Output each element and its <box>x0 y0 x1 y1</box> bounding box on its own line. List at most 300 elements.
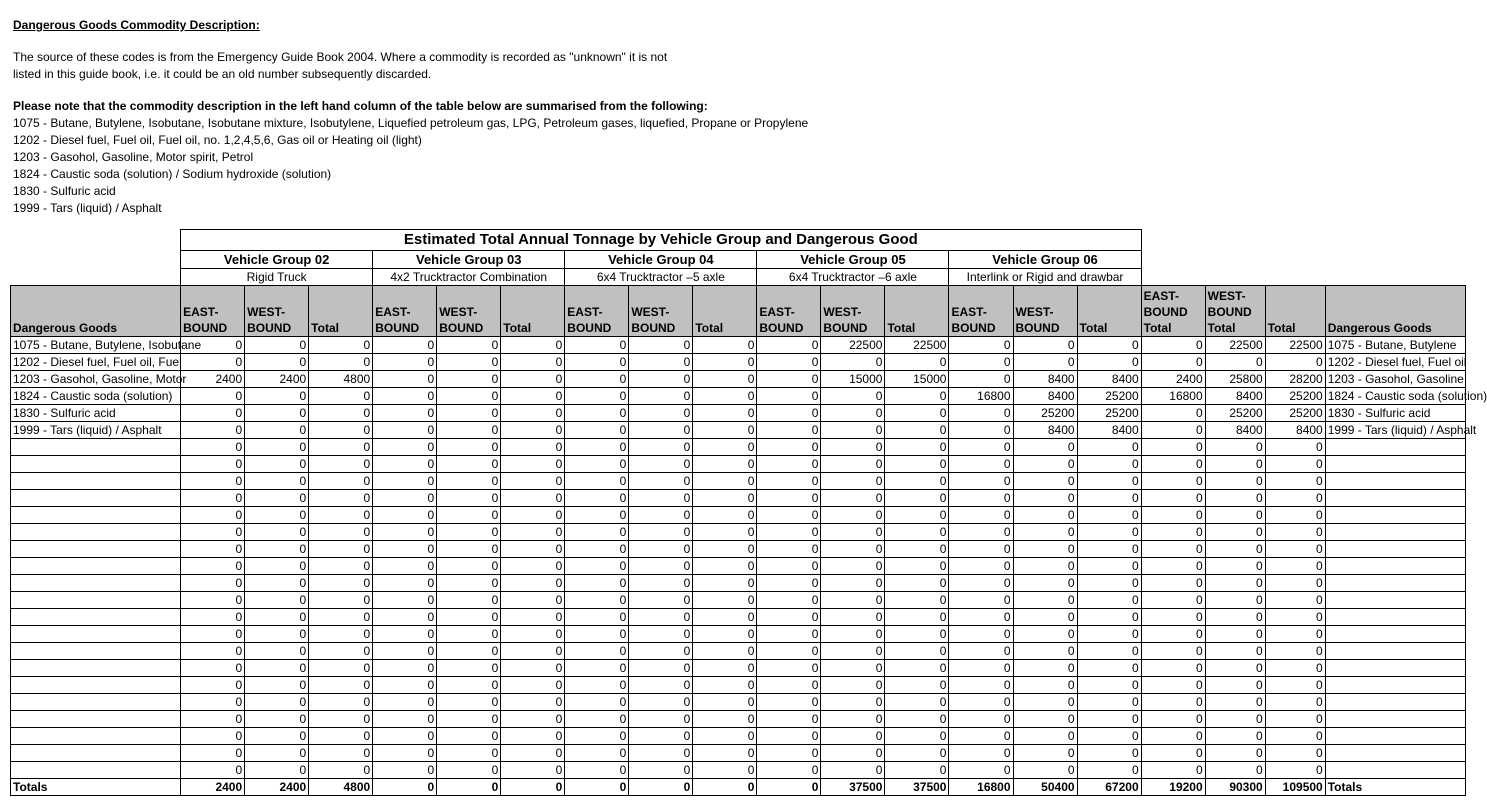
value-cell: 0 <box>501 779 565 796</box>
value-cell: 0 <box>629 422 693 439</box>
table-row <box>11 456 1466 473</box>
value-cell: 0 <box>437 490 501 507</box>
value-cell: 0 <box>949 745 1013 762</box>
value-cell: 0 <box>309 643 373 660</box>
value-cell: 0 <box>437 388 501 405</box>
value-cell: 0 <box>693 745 757 762</box>
value-cell: 0 <box>181 626 245 643</box>
value-cell: 0 <box>949 660 1013 677</box>
value-cell: 0 <box>1013 575 1077 592</box>
table-row <box>11 762 1466 779</box>
direction-total-cell: 0 <box>1205 728 1265 745</box>
direction-total-cell: 0 <box>1205 558 1265 575</box>
value-cell: 0 <box>821 456 885 473</box>
value-cell: 0 <box>245 609 309 626</box>
direction-total-cell: 0 <box>1265 711 1325 728</box>
direction-total-cell: 0 <box>1141 592 1205 609</box>
commodity-name-cell-right: 1202 - Diesel fuel, Fuel oil <box>1325 354 1465 371</box>
code-line: 1202 - Diesel fuel, Fuel oil, Fuel oil, no. 1,2,4,5,6, Gas oil or Heating oil (light) <box>13 133 422 147</box>
source-paragraph-line-1: The source of these codes is from the Emergency Guide Book 2004. Where a commodity is recorded as "unknown" it is not <box>13 50 668 64</box>
header-westbound: WEST-BOUND <box>1013 286 1077 337</box>
vehicle-group-name: Vehicle Group 05 <box>757 251 949 269</box>
commodity-name-cell: 1830 - Sulfuric acid <box>11 405 181 422</box>
value-cell: 0 <box>757 456 821 473</box>
value-cell: 0 <box>1013 626 1077 643</box>
value-cell: 0 <box>693 354 757 371</box>
header-eastbound-total: EAST-BOUND Total <box>1141 286 1205 337</box>
value-cell: 0 <box>309 558 373 575</box>
commodity-name-cell-right <box>1325 592 1465 609</box>
value-cell: 0 <box>437 609 501 626</box>
commodity-name-cell-right <box>1325 456 1465 473</box>
direction-total-cell: 28200 <box>1265 371 1325 388</box>
value-cell: 0 <box>821 660 885 677</box>
value-cell: 0 <box>1013 541 1077 558</box>
code-line: 1830 - Sulfuric acid <box>13 184 116 198</box>
value-cell: 0 <box>821 524 885 541</box>
direction-total-cell: 25200 <box>1205 405 1265 422</box>
value-cell: 0 <box>565 728 629 745</box>
value-cell: 0 <box>373 728 437 745</box>
commodity-name-cell-right <box>1325 609 1465 626</box>
value-cell: 0 <box>885 388 949 405</box>
value-cell: 0 <box>309 388 373 405</box>
value-cell: 0 <box>245 524 309 541</box>
value-cell: 0 <box>181 643 245 660</box>
value-cell: 0 <box>949 609 1013 626</box>
direction-total-cell: 0 <box>1265 354 1325 371</box>
value-cell: 0 <box>757 524 821 541</box>
value-cell: 0 <box>1013 490 1077 507</box>
value-cell: 0 <box>1077 456 1141 473</box>
commodity-name-cell <box>11 660 181 677</box>
commodity-name-cell <box>11 558 181 575</box>
value-cell: 0 <box>1013 643 1077 660</box>
value-cell: 0 <box>693 762 757 779</box>
value-cell: 0 <box>885 626 949 643</box>
commodity-name-cell-right <box>1325 541 1465 558</box>
commodity-name-cell <box>11 609 181 626</box>
value-cell: 0 <box>309 728 373 745</box>
value-cell: 0 <box>373 490 437 507</box>
value-cell: 0 <box>949 677 1013 694</box>
value-cell: 0 <box>245 541 309 558</box>
value-cell: 0 <box>309 456 373 473</box>
totals-label-cell-right: Totals <box>1325 779 1465 796</box>
value-cell: 0 <box>629 456 693 473</box>
value-cell: 0 <box>437 422 501 439</box>
value-cell: 0 <box>373 354 437 371</box>
value-cell: 0 <box>757 337 821 354</box>
value-cell: 0 <box>757 422 821 439</box>
commodity-name-cell <box>11 592 181 609</box>
value-cell: 0 <box>1077 694 1141 711</box>
value-cell: 0 <box>437 677 501 694</box>
value-cell: 0 <box>693 660 757 677</box>
value-cell: 0 <box>629 439 693 456</box>
commodity-name-cell <box>11 575 181 592</box>
commodity-name-cell-right <box>1325 575 1465 592</box>
value-cell: 8400 <box>1013 388 1077 405</box>
value-cell: 0 <box>309 524 373 541</box>
direction-total-cell: 0 <box>1205 439 1265 456</box>
value-cell: 0 <box>181 473 245 490</box>
commodity-name-cell-right <box>1325 711 1465 728</box>
header-dangerous-goods-right: Dangerous Goods <box>1325 286 1465 337</box>
value-cell: 0 <box>629 660 693 677</box>
value-cell: 0 <box>629 728 693 745</box>
direction-total-cell: 0 <box>1265 507 1325 524</box>
value-cell: 0 <box>309 711 373 728</box>
table-row <box>11 371 1466 388</box>
value-cell: 0 <box>757 677 821 694</box>
value-cell: 0 <box>821 473 885 490</box>
value-cell: 0 <box>629 575 693 592</box>
direction-total-cell: 0 <box>1205 473 1265 490</box>
value-cell: 0 <box>437 762 501 779</box>
table-body <box>11 337 1487 796</box>
direction-total-cell: 0 <box>1265 762 1325 779</box>
value-cell: 0 <box>565 439 629 456</box>
table-row <box>11 626 1466 643</box>
table-row <box>11 422 1466 439</box>
value-cell: 0 <box>1077 592 1141 609</box>
value-cell: 0 <box>885 473 949 490</box>
value-cell: 0 <box>181 592 245 609</box>
value-cell: 22500 <box>821 337 885 354</box>
value-cell: 0 <box>309 354 373 371</box>
value-cell: 0 <box>245 626 309 643</box>
direction-total-cell: 16800 <box>1141 388 1205 405</box>
value-cell: 25200 <box>1077 405 1141 422</box>
value-cell: 0 <box>693 558 757 575</box>
header-dangerous-goods: Dangerous Goods <box>11 286 181 337</box>
value-cell: 0 <box>629 558 693 575</box>
commodity-name-cell: 1075 - Butane, Butylene, Isobutane <box>11 337 181 354</box>
direction-total-cell: 0 <box>1141 507 1205 524</box>
value-cell: 0 <box>693 388 757 405</box>
table-row <box>11 609 1466 626</box>
direction-total-cell: 109500 <box>1265 779 1325 796</box>
value-cell: 0 <box>1013 592 1077 609</box>
value-cell: 0 <box>309 507 373 524</box>
value-cell: 0 <box>245 354 309 371</box>
value-cell: 0 <box>373 694 437 711</box>
value-cell: 0 <box>373 473 437 490</box>
value-cell: 0 <box>565 456 629 473</box>
tonnage-table <box>10 229 1487 796</box>
value-cell: 0 <box>309 439 373 456</box>
value-cell: 0 <box>501 592 565 609</box>
value-cell: 0 <box>565 592 629 609</box>
value-cell: 0 <box>373 558 437 575</box>
value-cell: 0 <box>1013 558 1077 575</box>
value-cell: 0 <box>821 422 885 439</box>
value-cell: 0 <box>757 575 821 592</box>
value-cell: 0 <box>693 643 757 660</box>
header-total: Total <box>1077 286 1141 337</box>
code-line: 1824 - Caustic soda (solution) / Sodium hydroxide (solution) <box>13 167 332 181</box>
value-cell: 0 <box>1077 490 1141 507</box>
value-cell: 0 <box>693 473 757 490</box>
value-cell: 0 <box>245 745 309 762</box>
value-cell: 0 <box>693 439 757 456</box>
value-cell: 0 <box>1077 711 1141 728</box>
value-cell: 0 <box>437 575 501 592</box>
value-cell: 0 <box>565 745 629 762</box>
header-westbound: WEST-BOUND <box>629 286 693 337</box>
value-cell: 0 <box>309 575 373 592</box>
value-cell: 0 <box>245 490 309 507</box>
value-cell: 0 <box>309 677 373 694</box>
value-cell: 0 <box>373 456 437 473</box>
value-cell: 25200 <box>1013 405 1077 422</box>
value-cell: 0 <box>1077 609 1141 626</box>
value-cell: 0 <box>309 405 373 422</box>
value-cell: 0 <box>629 643 693 660</box>
direction-total-cell: 19200 <box>1141 779 1205 796</box>
value-cell: 0 <box>309 337 373 354</box>
direction-total-cell: 0 <box>1141 422 1205 439</box>
value-cell: 0 <box>373 592 437 609</box>
value-cell: 0 <box>565 711 629 728</box>
value-cell: 0 <box>693 779 757 796</box>
value-cell: 0 <box>565 677 629 694</box>
value-cell: 8400 <box>1077 371 1141 388</box>
table-row <box>11 354 1466 371</box>
direction-total-cell: 0 <box>1265 609 1325 626</box>
direction-total-cell: 0 <box>1265 626 1325 643</box>
value-cell: 0 <box>565 524 629 541</box>
value-cell: 0 <box>245 405 309 422</box>
commodity-name-cell-right <box>1325 507 1465 524</box>
value-cell: 0 <box>373 609 437 626</box>
table-row <box>11 592 1466 609</box>
value-cell: 2400 <box>245 779 309 796</box>
value-cell: 0 <box>1077 626 1141 643</box>
value-cell: 0 <box>821 677 885 694</box>
value-cell: 0 <box>1013 711 1077 728</box>
value-cell: 0 <box>373 388 437 405</box>
commodity-name-cell <box>11 643 181 660</box>
direction-total-cell: 0 <box>1205 762 1265 779</box>
table-row <box>11 575 1466 592</box>
value-cell: 0 <box>565 643 629 660</box>
value-cell: 0 <box>565 507 629 524</box>
direction-total-cell: 0 <box>1265 524 1325 541</box>
value-cell: 0 <box>181 490 245 507</box>
direction-total-cell: 0 <box>1205 592 1265 609</box>
commodity-name-cell <box>11 524 181 541</box>
value-cell: 0 <box>693 422 757 439</box>
value-cell: 0 <box>821 762 885 779</box>
value-cell: 0 <box>693 592 757 609</box>
section-title: Dangerous Goods Commodity Description: <box>13 18 260 32</box>
value-cell: 0 <box>565 354 629 371</box>
value-cell: 0 <box>757 779 821 796</box>
value-cell: 0 <box>181 762 245 779</box>
value-cell: 0 <box>885 592 949 609</box>
direction-total-cell: 0 <box>1205 575 1265 592</box>
value-cell: 0 <box>245 575 309 592</box>
direction-total-cell: 0 <box>1205 643 1265 660</box>
value-cell: 0 <box>565 337 629 354</box>
value-cell: 0 <box>757 439 821 456</box>
direction-total-cell: 90300 <box>1205 779 1265 796</box>
value-cell: 0 <box>629 762 693 779</box>
value-cell: 0 <box>181 405 245 422</box>
value-cell: 0 <box>181 677 245 694</box>
value-cell: 0 <box>565 660 629 677</box>
value-cell: 0 <box>757 643 821 660</box>
direction-total-cell: 2400 <box>1141 371 1205 388</box>
value-cell: 0 <box>181 609 245 626</box>
value-cell: 0 <box>821 609 885 626</box>
value-cell: 0 <box>437 643 501 660</box>
value-cell: 0 <box>245 643 309 660</box>
direction-total-cell: 0 <box>1265 592 1325 609</box>
value-cell: 0 <box>501 609 565 626</box>
table-row <box>11 337 1466 354</box>
table-row <box>11 507 1466 524</box>
value-cell: 0 <box>309 762 373 779</box>
value-cell: 0 <box>501 405 565 422</box>
value-cell: 0 <box>1077 660 1141 677</box>
value-cell: 0 <box>437 337 501 354</box>
commodity-name-cell-right <box>1325 473 1465 490</box>
value-cell: 0 <box>181 728 245 745</box>
value-cell: 0 <box>1013 609 1077 626</box>
value-cell: 0 <box>629 745 693 762</box>
value-cell: 0 <box>693 626 757 643</box>
value-cell: 0 <box>1013 728 1077 745</box>
value-cell: 0 <box>373 677 437 694</box>
vehicle-group-name: Vehicle Group 06 <box>949 251 1141 269</box>
commodity-name-cell-right: 1203 - Gasohol, Gasoline <box>1325 371 1465 388</box>
direction-total-cell: 0 <box>1141 745 1205 762</box>
value-cell: 8400 <box>1013 422 1077 439</box>
summary-note: Please note that the commodity description in the left hand column of the table below are summarised from the following: <box>13 99 708 113</box>
value-cell: 0 <box>757 507 821 524</box>
header-eastbound: EAST-BOUND <box>949 286 1013 337</box>
source-paragraph-line-2: listed in this guide book, i.e. it could be an old number subsequently discarded. <box>13 67 432 81</box>
value-cell: 0 <box>757 592 821 609</box>
commodity-name-cell: 1202 - Diesel fuel, Fuel oil, Fuel <box>11 354 181 371</box>
value-cell: 0 <box>629 541 693 558</box>
value-cell: 0 <box>373 711 437 728</box>
direction-total-cell: 0 <box>1141 541 1205 558</box>
direction-total-cell: 0 <box>1265 456 1325 473</box>
table-row <box>11 388 1466 405</box>
value-cell: 0 <box>437 779 501 796</box>
value-cell: 0 <box>693 609 757 626</box>
value-cell: 0 <box>245 507 309 524</box>
value-cell: 0 <box>1077 745 1141 762</box>
value-cell: 0 <box>629 524 693 541</box>
value-cell: 0 <box>565 490 629 507</box>
header-eastbound: EAST-BOUND <box>565 286 629 337</box>
value-cell: 0 <box>437 371 501 388</box>
value-cell: 0 <box>373 626 437 643</box>
direction-total-cell: 0 <box>1141 337 1205 354</box>
table-row <box>11 439 1466 456</box>
value-cell: 0 <box>629 405 693 422</box>
table-caption: Estimated Total Annual Tonnage by Vehicle Group and Dangerous Good <box>181 230 1142 251</box>
value-cell: 0 <box>565 473 629 490</box>
value-cell: 0 <box>1077 677 1141 694</box>
value-cell: 8400 <box>1077 422 1141 439</box>
value-cell: 0 <box>373 745 437 762</box>
commodity-name-cell <box>11 626 181 643</box>
value-cell: 0 <box>181 439 245 456</box>
value-cell: 0 <box>629 490 693 507</box>
value-cell: 0 <box>757 762 821 779</box>
value-cell: 0 <box>693 524 757 541</box>
value-cell: 8400 <box>1013 371 1077 388</box>
commodity-name-cell <box>11 507 181 524</box>
value-cell: 0 <box>885 745 949 762</box>
value-cell: 0 <box>949 354 1013 371</box>
direction-total-cell: 0 <box>1141 711 1205 728</box>
commodity-name-cell-right <box>1325 677 1465 694</box>
value-cell: 0 <box>181 422 245 439</box>
direction-total-cell: 0 <box>1205 524 1265 541</box>
value-cell: 0 <box>629 677 693 694</box>
direction-total-cell: 0 <box>1205 354 1265 371</box>
direction-total-cell: 0 <box>1205 694 1265 711</box>
direction-total-cell: 0 <box>1265 677 1325 694</box>
header-westbound-total: WEST-BOUND Total <box>1205 286 1265 337</box>
value-cell: 0 <box>757 558 821 575</box>
value-cell: 0 <box>1013 354 1077 371</box>
value-cell: 0 <box>1077 354 1141 371</box>
value-cell: 0 <box>373 660 437 677</box>
value-cell: 0 <box>1077 575 1141 592</box>
value-cell: 0 <box>373 524 437 541</box>
value-cell: 0 <box>565 558 629 575</box>
value-cell: 0 <box>629 694 693 711</box>
value-cell: 0 <box>501 575 565 592</box>
value-cell: 0 <box>373 541 437 558</box>
direction-total-cell: 0 <box>1265 473 1325 490</box>
value-cell: 0 <box>245 422 309 439</box>
commodity-name-cell <box>11 473 181 490</box>
value-cell: 0 <box>245 694 309 711</box>
value-cell: 0 <box>437 524 501 541</box>
value-cell: 0 <box>181 745 245 762</box>
direction-total-cell: 0 <box>1141 439 1205 456</box>
direction-total-cell: 0 <box>1265 660 1325 677</box>
value-cell: 0 <box>501 745 565 762</box>
table-row <box>11 524 1466 541</box>
value-cell: 0 <box>949 558 1013 575</box>
header-westbound: WEST-BOUND <box>821 286 885 337</box>
header-total: Total <box>885 286 949 337</box>
direction-total-cell: 0 <box>1205 507 1265 524</box>
value-cell: 0 <box>437 473 501 490</box>
value-cell: 0 <box>309 745 373 762</box>
value-cell: 0 <box>309 422 373 439</box>
value-cell: 0 <box>565 405 629 422</box>
value-cell: 0 <box>885 643 949 660</box>
value-cell: 0 <box>245 456 309 473</box>
commodity-name-cell <box>11 728 181 745</box>
value-cell: 0 <box>1013 745 1077 762</box>
value-cell: 0 <box>693 728 757 745</box>
value-cell: 0 <box>949 405 1013 422</box>
value-cell: 0 <box>885 694 949 711</box>
value-cell: 0 <box>693 405 757 422</box>
